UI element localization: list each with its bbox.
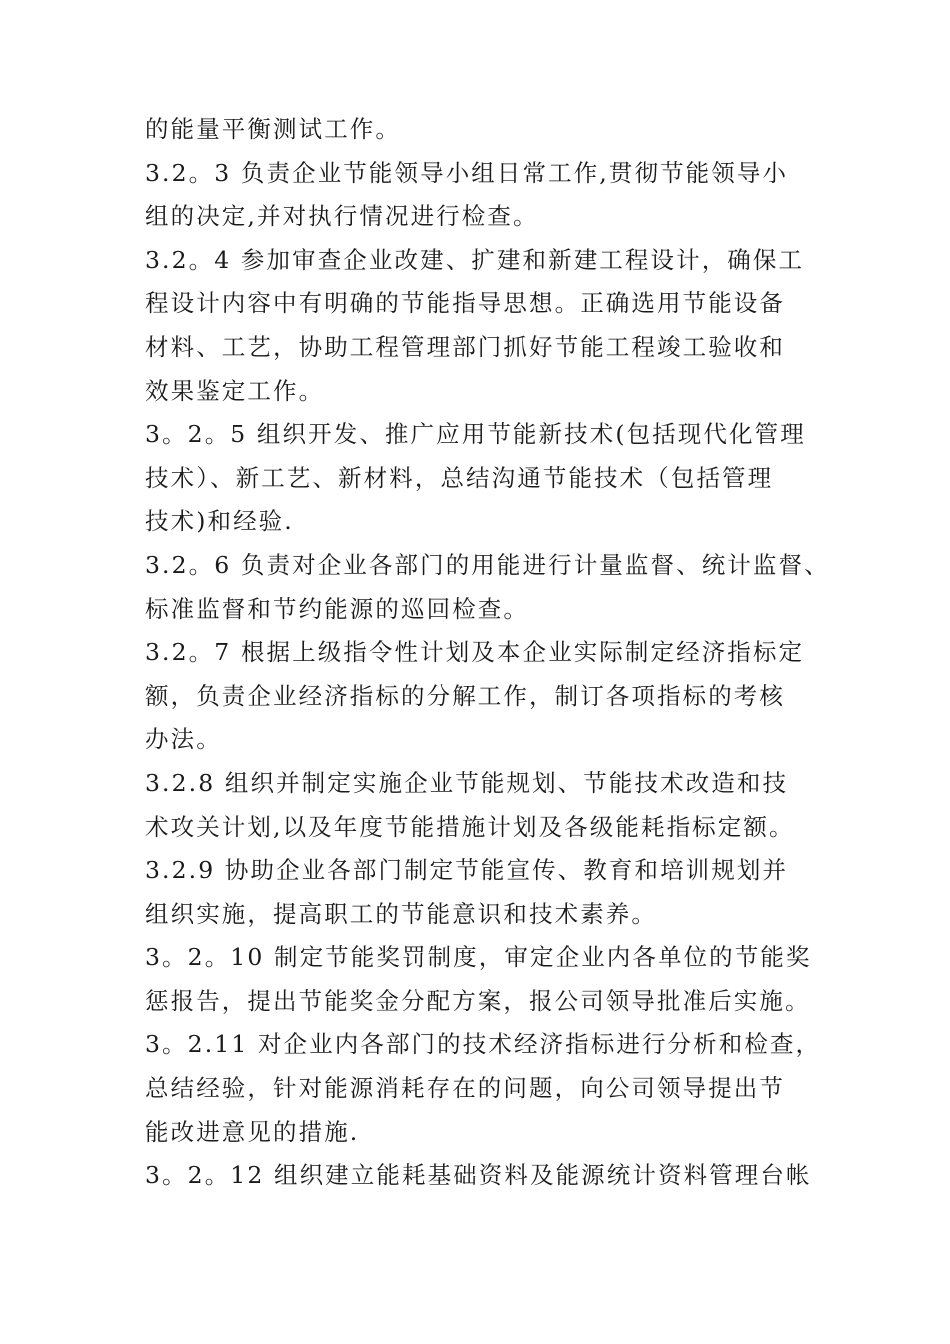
text-line: 技术)和经验. <box>145 507 294 536</box>
text-line: 3.2。7 根据上级指令性计划及本企业实际制定经济指标定 <box>145 638 805 667</box>
text-line: 3.2.9 协助企业各部门制定节能宣传、教育和培训规划并 <box>145 856 789 885</box>
text-line: 惩报告，提出节能奖金分配方案，报公司领导批准后实施。 <box>145 986 811 1015</box>
text-line: 程设计内容中有明确的节能指导思想。正确选用节能设备 <box>145 289 785 318</box>
text-line: 3.2。4 参加审查企业改建、扩建和新建工程设计，确保工 <box>145 245 805 274</box>
text-line: 总结经验，针对能源消耗存在的问题，向公司领导提出节 <box>145 1074 785 1103</box>
text-line: 术攻关计划,以及年度节能措施计划及各级能耗指标定额。 <box>145 812 795 841</box>
text-line: 材料、工艺，协助工程管理部门抓好节能工程竣工验收和 <box>145 332 785 361</box>
text-line: 的能量平衡测试工作。 <box>145 115 401 143</box>
text-line: 3.2。6 负责对企业各部门的用能进行计量监督、统计监督、 <box>145 550 830 579</box>
text-line: 标准监督和节约能源的巡回检查。 <box>145 594 529 623</box>
text-line: 3。2。12 组织建立能耗基础资料及能源统计资料管理台帐 <box>145 1161 812 1190</box>
text-line: 3.2.8 组织并制定实施企业节能规划、节能技术改造和技 <box>145 768 789 797</box>
text-line: 组织实施，提高职工的节能意识和技术素养。 <box>145 899 657 928</box>
text-line: 能改进意见的措施. <box>145 1117 360 1146</box>
text-line: 3。2。5 组织开发、推广应用节能新技术(包括现代化管理 <box>145 420 806 449</box>
text-line: 组的决定,并对执行情况进行检查。 <box>145 202 539 231</box>
text-line: 额，负责企业经济指标的分解工作，制订各项指标的考核 <box>145 681 785 710</box>
text-line: 办法。 <box>145 725 222 754</box>
text-line: 技术）、新工艺、新材料，总结沟通节能技术（包括管理 <box>145 463 774 492</box>
text-line: 3.2。3 负责企业节能领导小组日常工作,贯彻节能领导小 <box>145 158 789 187</box>
body-text <box>145 108 830 1198</box>
text-line: 3。2.11 对企业内各部门的技术经济指标进行分析和检查， <box>145 1030 822 1059</box>
text-line: 效果鉴定工作。 <box>145 376 325 405</box>
text-line: 3。2。10 制定节能奖罚制度，审定企业内各单位的节能奖 <box>145 943 812 972</box>
